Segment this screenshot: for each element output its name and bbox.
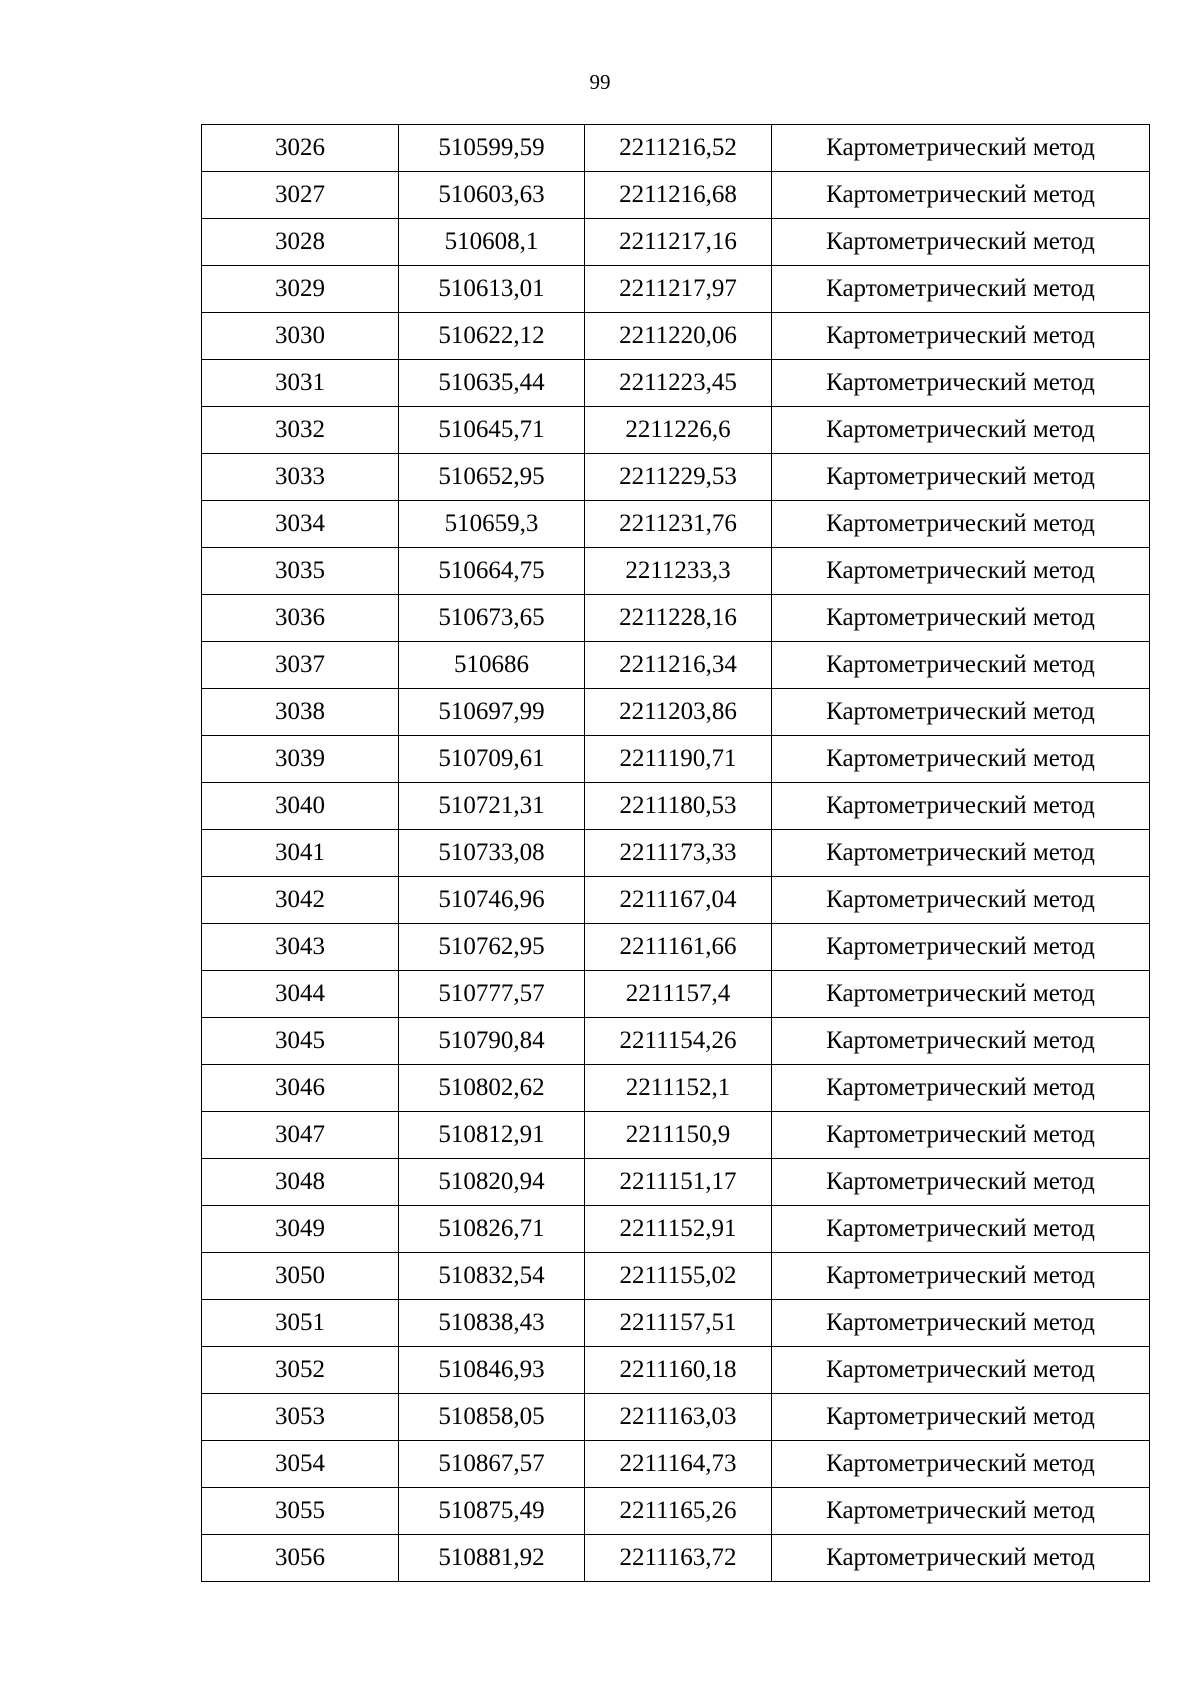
table-row bbox=[202, 642, 1150, 689]
y-coordinate-cell: 2211216,52 bbox=[585, 125, 772, 172]
point-number-cell: 3044 bbox=[202, 971, 399, 1018]
point-number-cell: 3043 bbox=[202, 924, 399, 971]
y-coordinate-cell: 2211161,66 bbox=[585, 924, 772, 971]
y-coordinate-cell: 2211217,16 bbox=[585, 219, 772, 266]
method-cell: Картометрический метод bbox=[772, 595, 1150, 642]
x-coordinate-cell: 510875,49 bbox=[399, 1488, 585, 1535]
table-row bbox=[202, 830, 1150, 877]
method-cell: Картометрический метод bbox=[772, 1065, 1150, 1112]
table-row bbox=[202, 689, 1150, 736]
y-coordinate-cell: 2211157,51 bbox=[585, 1300, 772, 1347]
point-number-cell: 3050 bbox=[202, 1253, 399, 1300]
method-cell: Картометрический метод bbox=[772, 783, 1150, 830]
table-row bbox=[202, 595, 1150, 642]
x-coordinate-cell: 510608,1 bbox=[399, 219, 585, 266]
point-number-cell: 3040 bbox=[202, 783, 399, 830]
method-cell: Картометрический метод bbox=[772, 548, 1150, 595]
y-coordinate-cell: 2211180,53 bbox=[585, 783, 772, 830]
page-number: 99 bbox=[589, 70, 611, 94]
table-row bbox=[202, 1394, 1150, 1441]
point-number-cell: 3032 bbox=[202, 407, 399, 454]
y-coordinate-cell: 2211167,04 bbox=[585, 877, 772, 924]
table-row bbox=[202, 407, 1150, 454]
table-row bbox=[202, 1159, 1150, 1206]
y-coordinate-cell: 2211151,17 bbox=[585, 1159, 772, 1206]
coordinates-table bbox=[201, 124, 1150, 1582]
table-row bbox=[202, 971, 1150, 1018]
y-coordinate-cell: 2211226,6 bbox=[585, 407, 772, 454]
point-number-cell: 3053 bbox=[202, 1394, 399, 1441]
table-row bbox=[202, 125, 1150, 172]
table-row bbox=[202, 172, 1150, 219]
y-coordinate-cell: 2211165,26 bbox=[585, 1488, 772, 1535]
y-coordinate-cell: 2211217,97 bbox=[585, 266, 772, 313]
y-coordinate-cell: 2211220,06 bbox=[585, 313, 772, 360]
y-coordinate-cell: 2211152,1 bbox=[585, 1065, 772, 1112]
method-cell: Картометрический метод bbox=[772, 689, 1150, 736]
y-coordinate-cell: 2211154,26 bbox=[585, 1018, 772, 1065]
table-row bbox=[202, 219, 1150, 266]
point-number-cell: 3035 bbox=[202, 548, 399, 595]
y-coordinate-cell: 2211160,18 bbox=[585, 1347, 772, 1394]
table-row bbox=[202, 454, 1150, 501]
point-number-cell: 3049 bbox=[202, 1206, 399, 1253]
method-cell: Картометрический метод bbox=[772, 1253, 1150, 1300]
method-cell: Картометрический метод bbox=[772, 1112, 1150, 1159]
method-cell: Картометрический метод bbox=[772, 1347, 1150, 1394]
method-cell: Картометрический метод bbox=[772, 1206, 1150, 1253]
x-coordinate-cell: 510652,95 bbox=[399, 454, 585, 501]
method-cell: Картометрический метод bbox=[772, 172, 1150, 219]
point-number-cell: 3027 bbox=[202, 172, 399, 219]
method-cell: Картометрический метод bbox=[772, 219, 1150, 266]
method-cell: Картометрический метод bbox=[772, 1535, 1150, 1582]
x-coordinate-cell: 510613,01 bbox=[399, 266, 585, 313]
point-number-cell: 3041 bbox=[202, 830, 399, 877]
point-number-cell: 3048 bbox=[202, 1159, 399, 1206]
table-row bbox=[202, 266, 1150, 313]
table-row bbox=[202, 1300, 1150, 1347]
y-coordinate-cell: 2211216,68 bbox=[585, 172, 772, 219]
point-number-cell: 3054 bbox=[202, 1441, 399, 1488]
table-row bbox=[202, 501, 1150, 548]
table-row bbox=[202, 1206, 1150, 1253]
table-row bbox=[202, 877, 1150, 924]
method-cell: Картометрический метод bbox=[772, 454, 1150, 501]
table-row bbox=[202, 924, 1150, 971]
x-coordinate-cell: 510826,71 bbox=[399, 1206, 585, 1253]
x-coordinate-cell: 510635,44 bbox=[399, 360, 585, 407]
point-number-cell: 3047 bbox=[202, 1112, 399, 1159]
y-coordinate-cell: 2211203,86 bbox=[585, 689, 772, 736]
x-coordinate-cell: 510622,12 bbox=[399, 313, 585, 360]
x-coordinate-cell: 510802,62 bbox=[399, 1065, 585, 1112]
table-row bbox=[202, 736, 1150, 783]
x-coordinate-cell: 510673,65 bbox=[399, 595, 585, 642]
method-cell: Картометрический метод bbox=[772, 1488, 1150, 1535]
y-coordinate-cell: 2211216,34 bbox=[585, 642, 772, 689]
x-coordinate-cell: 510709,61 bbox=[399, 736, 585, 783]
point-number-cell: 3028 bbox=[202, 219, 399, 266]
x-coordinate-cell: 510603,63 bbox=[399, 172, 585, 219]
point-number-cell: 3030 bbox=[202, 313, 399, 360]
x-coordinate-cell: 510746,96 bbox=[399, 877, 585, 924]
x-coordinate-cell: 510838,43 bbox=[399, 1300, 585, 1347]
method-cell: Картометрический метод bbox=[772, 1300, 1150, 1347]
table-row bbox=[202, 1535, 1150, 1582]
x-coordinate-cell: 510659,3 bbox=[399, 501, 585, 548]
x-coordinate-cell: 510812,91 bbox=[399, 1112, 585, 1159]
x-coordinate-cell: 510820,94 bbox=[399, 1159, 585, 1206]
x-coordinate-cell: 510777,57 bbox=[399, 971, 585, 1018]
x-coordinate-cell: 510881,92 bbox=[399, 1535, 585, 1582]
method-cell: Картометрический метод bbox=[772, 407, 1150, 454]
y-coordinate-cell: 2211152,91 bbox=[585, 1206, 772, 1253]
method-cell: Картометрический метод bbox=[772, 125, 1150, 172]
x-coordinate-cell: 510664,75 bbox=[399, 548, 585, 595]
point-number-cell: 3055 bbox=[202, 1488, 399, 1535]
point-number-cell: 3052 bbox=[202, 1347, 399, 1394]
x-coordinate-cell: 510697,99 bbox=[399, 689, 585, 736]
point-number-cell: 3056 bbox=[202, 1535, 399, 1582]
point-number-cell: 3036 bbox=[202, 595, 399, 642]
y-coordinate-cell: 2211233,3 bbox=[585, 548, 772, 595]
table-row bbox=[202, 1065, 1150, 1112]
coordinates-table-body bbox=[202, 125, 1150, 1582]
method-cell: Картометрический метод bbox=[772, 1441, 1150, 1488]
x-coordinate-cell: 510762,95 bbox=[399, 924, 585, 971]
method-cell: Картометрический метод bbox=[772, 924, 1150, 971]
x-coordinate-cell: 510846,93 bbox=[399, 1347, 585, 1394]
method-cell: Картометрический метод bbox=[772, 266, 1150, 313]
method-cell: Картометрический метод bbox=[772, 360, 1150, 407]
method-cell: Картометрический метод bbox=[772, 642, 1150, 689]
table-row bbox=[202, 1253, 1150, 1300]
table-row bbox=[202, 313, 1150, 360]
table-row bbox=[202, 783, 1150, 830]
method-cell: Картометрический метод bbox=[772, 1394, 1150, 1441]
method-cell: Картометрический метод bbox=[772, 971, 1150, 1018]
x-coordinate-cell: 510599,59 bbox=[399, 125, 585, 172]
y-coordinate-cell: 2211173,33 bbox=[585, 830, 772, 877]
y-coordinate-cell: 2211155,02 bbox=[585, 1253, 772, 1300]
point-number-cell: 3037 bbox=[202, 642, 399, 689]
method-cell: Картометрический метод bbox=[772, 830, 1150, 877]
method-cell: Картометрический метод bbox=[772, 736, 1150, 783]
y-coordinate-cell: 2211231,76 bbox=[585, 501, 772, 548]
point-number-cell: 3033 bbox=[202, 454, 399, 501]
x-coordinate-cell: 510721,31 bbox=[399, 783, 585, 830]
table-row bbox=[202, 360, 1150, 407]
y-coordinate-cell: 2211164,73 bbox=[585, 1441, 772, 1488]
table-row bbox=[202, 1347, 1150, 1394]
x-coordinate-cell: 510790,84 bbox=[399, 1018, 585, 1065]
table-row bbox=[202, 1112, 1150, 1159]
method-cell: Картометрический метод bbox=[772, 501, 1150, 548]
table-row bbox=[202, 548, 1150, 595]
y-coordinate-cell: 2211150,9 bbox=[585, 1112, 772, 1159]
x-coordinate-cell: 510867,57 bbox=[399, 1441, 585, 1488]
y-coordinate-cell: 2211163,72 bbox=[585, 1535, 772, 1582]
y-coordinate-cell: 2211163,03 bbox=[585, 1394, 772, 1441]
table-row bbox=[202, 1441, 1150, 1488]
point-number-cell: 3046 bbox=[202, 1065, 399, 1112]
x-coordinate-cell: 510645,71 bbox=[399, 407, 585, 454]
method-cell: Картометрический метод bbox=[772, 877, 1150, 924]
table-row bbox=[202, 1488, 1150, 1535]
x-coordinate-cell: 510832,54 bbox=[399, 1253, 585, 1300]
point-number-cell: 3039 bbox=[202, 736, 399, 783]
x-coordinate-cell: 510686 bbox=[399, 642, 585, 689]
point-number-cell: 3031 bbox=[202, 360, 399, 407]
point-number-cell: 3034 bbox=[202, 501, 399, 548]
table-row bbox=[202, 1018, 1150, 1065]
x-coordinate-cell: 510733,08 bbox=[399, 830, 585, 877]
y-coordinate-cell: 2211157,4 bbox=[585, 971, 772, 1018]
point-number-cell: 3038 bbox=[202, 689, 399, 736]
method-cell: Картометрический метод bbox=[772, 313, 1150, 360]
y-coordinate-cell: 2211190,71 bbox=[585, 736, 772, 783]
point-number-cell: 3051 bbox=[202, 1300, 399, 1347]
y-coordinate-cell: 2211229,53 bbox=[585, 454, 772, 501]
point-number-cell: 3029 bbox=[202, 266, 399, 313]
point-number-cell: 3026 bbox=[202, 125, 399, 172]
point-number-cell: 3042 bbox=[202, 877, 399, 924]
method-cell: Картометрический метод bbox=[772, 1018, 1150, 1065]
method-cell: Картометрический метод bbox=[772, 1159, 1150, 1206]
x-coordinate-cell: 510858,05 bbox=[399, 1394, 585, 1441]
point-number-cell: 3045 bbox=[202, 1018, 399, 1065]
y-coordinate-cell: 2211223,45 bbox=[585, 360, 772, 407]
y-coordinate-cell: 2211228,16 bbox=[585, 595, 772, 642]
